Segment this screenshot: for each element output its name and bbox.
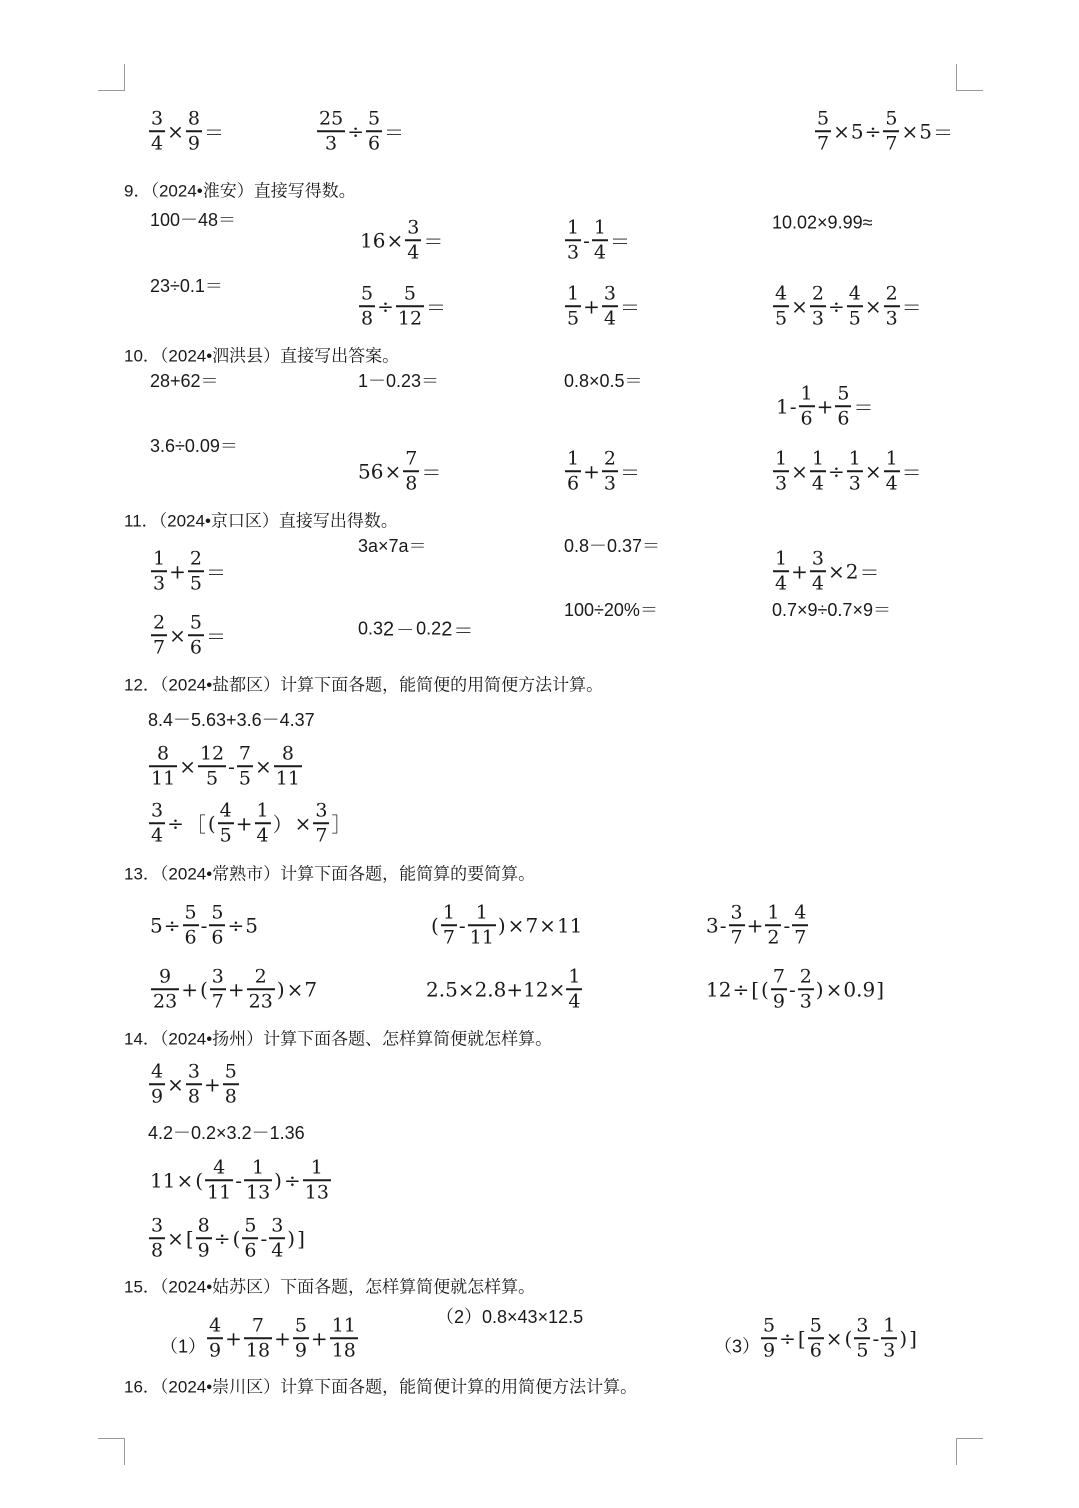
number: 56 [358, 459, 384, 483]
fraction: 12 5 [199, 742, 225, 789]
fraction: 5 9 [294, 1314, 307, 1361]
operator: + [203, 1072, 221, 1096]
operator: - [783, 913, 791, 937]
operator: ( [761, 977, 769, 1001]
operator: ） [272, 812, 293, 837]
operator: × [825, 1326, 843, 1350]
operator: ÷ [377, 294, 394, 318]
fraction: 7 5 [238, 742, 251, 789]
expression [436, 1303, 583, 1329]
operator: ( [232, 1226, 241, 1250]
fraction: 2 3 [603, 447, 616, 494]
fraction: 7 8 [405, 447, 418, 494]
operator: ) [274, 1168, 282, 1192]
expression [148, 706, 315, 732]
expression [772, 284, 923, 328]
operator: × [833, 119, 850, 143]
expression [148, 1119, 305, 1145]
fraction: 5 6 [184, 901, 197, 948]
fraction: 4 9 [151, 1060, 164, 1107]
fraction: 1 4 [775, 547, 788, 594]
operator: ) [899, 1326, 908, 1350]
operator: + [746, 913, 764, 937]
expression [564, 367, 643, 393]
fraction: 1 4 [256, 799, 269, 846]
expression [360, 218, 444, 262]
fraction: 5 6 [809, 1314, 822, 1361]
fraction: 4 11 [207, 1156, 232, 1203]
fraction: 5 7 [885, 107, 898, 154]
fraction: 3 8 [151, 1214, 164, 1261]
operator: - [200, 913, 208, 937]
expression [148, 1062, 240, 1106]
fraction: 1 13 [245, 1156, 271, 1203]
section-title: 10．（2024•泗洪县）直接写出答案。 [124, 346, 400, 366]
operator: + [225, 1326, 242, 1350]
fraction: 1 6 [800, 382, 813, 429]
number: 11 [556, 913, 583, 937]
operator: - [260, 1226, 268, 1250]
expression [564, 596, 658, 622]
operator: ＝ [205, 624, 226, 649]
fraction: 1 2 [767, 901, 780, 948]
number: 5 [150, 913, 163, 937]
fraction: 3 7 [211, 965, 224, 1012]
number: 100－48＝ [150, 210, 237, 231]
expression [148, 109, 225, 153]
fraction: 3 7 [730, 901, 743, 948]
expression [150, 432, 238, 458]
fraction: 4 5 [219, 799, 232, 846]
number: 3.6÷0.09＝ [150, 436, 238, 456]
number: 3a×7a＝ [358, 536, 427, 556]
operator: ) [287, 1226, 296, 1250]
expression [148, 744, 303, 788]
fraction: 1 3 [883, 1314, 896, 1361]
fraction: 1 6 [567, 447, 580, 494]
operator: ］ [331, 812, 352, 837]
operator: + [310, 1326, 328, 1350]
number: 0.8×0.5＝ [564, 371, 643, 391]
fraction: 2 5 [189, 547, 202, 594]
expression [430, 903, 582, 947]
number: 2 [845, 559, 859, 583]
operator: ＝ [609, 229, 630, 254]
operator: - [789, 394, 797, 418]
fraction: 8 9 [187, 107, 200, 154]
operator: + [274, 1326, 291, 1350]
operator: ＝ [853, 395, 874, 420]
number: 1 [776, 394, 789, 418]
fraction: 1 3 [567, 216, 580, 263]
fraction: 3 4 [271, 1214, 284, 1261]
fraction: 5 6 [189, 611, 202, 658]
fraction: 5 6 [244, 1214, 257, 1261]
expression [772, 449, 923, 493]
operator: ( [844, 1326, 853, 1350]
operator: - [583, 228, 590, 252]
operator: [ [185, 1226, 194, 1250]
operator: ÷ [283, 1168, 301, 1192]
section-title: 9．（2024•淮安）直接写得数。 [124, 181, 356, 201]
number: 10.02×9.99≈ [772, 212, 873, 233]
operator: - [719, 913, 727, 937]
operator: ] [909, 1326, 917, 1350]
operator: - [228, 754, 235, 778]
fraction: 7 9 [772, 965, 785, 1012]
operator: ＝ [619, 460, 640, 485]
operator: ÷ [827, 294, 845, 318]
operator: + [583, 459, 600, 483]
operator: ＝ [619, 295, 640, 320]
operator: + [227, 977, 245, 1001]
number: 3 [706, 913, 719, 937]
number: 4.2－0.2×3.2－1.36 [148, 1123, 305, 1143]
number: 5 [245, 913, 258, 937]
fraction: 3 4 [151, 107, 164, 154]
fraction: 3 4 [407, 216, 420, 263]
operator: × [169, 623, 186, 647]
operator: ] [297, 1226, 305, 1250]
operator: ( [207, 811, 216, 835]
fraction: 2 3 [885, 282, 898, 329]
expression [772, 213, 872, 234]
operator: ÷ [779, 1326, 796, 1350]
operator: × [179, 754, 196, 778]
operator: × [294, 811, 312, 835]
expression [150, 1158, 332, 1202]
operator: ＝ [384, 120, 405, 145]
number: 100÷20%＝ [564, 600, 658, 620]
operator: ÷ [347, 119, 364, 143]
fraction: 1 5 [567, 282, 580, 329]
fraction: 4 7 [794, 901, 807, 948]
expression [358, 449, 442, 493]
expression [150, 967, 317, 1011]
operator: - [872, 1326, 880, 1350]
operator: ＝ [901, 460, 922, 485]
expression [150, 272, 223, 298]
number: 0.9 [843, 977, 876, 1001]
operator: ＝ [901, 295, 922, 320]
fraction: 1 3 [848, 447, 861, 494]
operator: × [791, 294, 808, 318]
operator: × [507, 913, 525, 937]
operator: ÷ [864, 119, 882, 143]
section-title: 14．（2024•扬州）计算下面各题、怎样算简便就怎样算。 [124, 1029, 553, 1049]
section-title: 15．（2024•姑苏区）下面各题，怎样算简便就怎样算。 [124, 1277, 536, 1297]
expression [714, 1316, 918, 1360]
operator: ( [431, 913, 439, 937]
fraction: 9 23 [153, 965, 178, 1012]
operator: + [816, 394, 834, 418]
expression [706, 967, 885, 1011]
fraction: 3 7 [315, 799, 328, 846]
operator: ＝ [932, 120, 953, 145]
expression [150, 549, 227, 593]
fraction: 1 4 [885, 447, 898, 494]
section-title: 11．（2024•京口区）直接写出得数。 [124, 511, 398, 531]
page-corner-mark [98, 64, 125, 91]
fraction: 1 11 [469, 901, 494, 948]
number: 5 [919, 119, 932, 143]
fraction: 5 6 [367, 107, 381, 154]
operator: × [827, 559, 845, 583]
fraction: 25 3 [319, 107, 344, 154]
operator: ＝ [859, 560, 880, 585]
fraction: 7 18 [245, 1314, 271, 1361]
fraction: 2 23 [248, 965, 273, 1012]
expression [564, 284, 641, 328]
operator: ＝ [203, 120, 224, 145]
operator: × [901, 119, 919, 143]
operator: + [235, 811, 253, 835]
operator: ÷ [163, 913, 181, 937]
number: 7 [525, 913, 539, 937]
operator: - [458, 913, 466, 937]
operator: × [386, 228, 404, 252]
number: 16 [360, 228, 386, 252]
expression [564, 449, 641, 493]
page-corner-mark [956, 1438, 983, 1465]
page-corner-mark [956, 64, 983, 91]
fraction: 2 7 [153, 611, 166, 658]
page-corner-mark [98, 1438, 125, 1465]
number: 28+62＝ [150, 371, 219, 391]
fraction: 5 6 [837, 382, 850, 429]
section-title: 16．（2024•崇川区）计算下面各题，能简便计算的用简便方法计算。 [124, 1377, 638, 1397]
fraction: 2 3 [811, 282, 824, 329]
operator: × [791, 459, 808, 483]
number: 8.4－5.63+3.6－4.37 [148, 710, 315, 730]
operator: ＝ [205, 560, 226, 585]
number: （1） [160, 1335, 207, 1356]
operator: ) [276, 977, 285, 1001]
expression: 0.3 2 － 0.2 2 ＝ [358, 615, 474, 644]
expression [776, 384, 874, 428]
expression [358, 532, 427, 558]
operator: ÷ [827, 459, 845, 483]
expression [426, 967, 583, 1011]
operator: ) [497, 913, 506, 937]
number: （3） [714, 1335, 761, 1356]
number: 11 [150, 1168, 176, 1192]
expression [706, 903, 809, 947]
operator: ÷ [213, 1226, 231, 1250]
operator: ] [876, 977, 884, 1001]
operator: [ [797, 1326, 806, 1350]
expression [564, 218, 631, 262]
section-title: 13．（2024•常熟市）计算下面各题，能简算的要简算。 [124, 864, 536, 884]
operator: ) [815, 977, 824, 1001]
number: 23÷0.1＝ [150, 276, 223, 297]
operator: ［ [185, 812, 206, 837]
expression [772, 549, 880, 593]
expression [358, 284, 447, 328]
number: 0.2 [416, 618, 442, 639]
fraction: 5 7 [817, 107, 830, 154]
fraction: 8 11 [151, 742, 176, 789]
operator: - [235, 1168, 242, 1192]
expression [316, 109, 405, 153]
operator: + [169, 559, 186, 583]
fraction: 5 9 [763, 1314, 776, 1361]
expression [148, 1216, 306, 1260]
operator: ＝ [421, 460, 442, 485]
expression [150, 903, 258, 947]
fraction: 4 9 [209, 1314, 222, 1361]
operator: ＝ [423, 229, 444, 254]
fraction: 5 12 [397, 282, 423, 329]
expression [150, 613, 227, 657]
number: 0.7×9÷0.7×9＝ [772, 600, 891, 620]
expression [772, 596, 891, 622]
fraction: 5 6 [211, 901, 224, 948]
operator: × [167, 1072, 184, 1096]
fraction: 2 3 [799, 965, 812, 1012]
number: 1－0.23＝ [358, 371, 440, 391]
section-title: 12．（2024•盐都区）计算下面各题，能简便的用简便方法计算。 [124, 675, 604, 695]
operator: [ [751, 977, 760, 1001]
expression [150, 367, 219, 393]
operator: × [167, 1226, 184, 1250]
expression [148, 801, 352, 845]
expression [814, 109, 954, 153]
operator: × [825, 977, 843, 1001]
operator: × [864, 459, 882, 483]
operator: × [286, 977, 304, 1001]
operator: × [384, 459, 402, 483]
operator: - [788, 977, 796, 1001]
expression [150, 206, 236, 232]
fraction: 1 13 [304, 1156, 329, 1203]
fraction: 11 18 [331, 1314, 356, 1361]
number: 2.5×2.8+12× [426, 977, 566, 1001]
number: （2）0.8×43×12.5 [436, 1306, 584, 1327]
expression [160, 1316, 359, 1360]
operator: + [791, 559, 808, 583]
number: 0.3 [358, 618, 384, 639]
fraction: 1 3 [775, 447, 788, 494]
operator: × [539, 913, 556, 937]
fraction: 1 4 [593, 216, 606, 263]
number: － [396, 620, 415, 641]
fraction: 1 4 [568, 965, 581, 1012]
fraction: 3 4 [811, 547, 824, 594]
operator: ÷ [167, 811, 184, 835]
fraction: 1 3 [153, 547, 166, 594]
fraction: 8 9 [197, 1214, 210, 1261]
fraction: 3 5 [856, 1314, 869, 1361]
operator: × [167, 119, 184, 143]
fraction: 3 4 [603, 282, 616, 329]
number: 0.8－0.37＝ [564, 536, 661, 556]
operator: ÷ [227, 913, 245, 937]
operator: ＝ [453, 618, 474, 643]
number: 12 [706, 977, 732, 1001]
fraction: 3 4 [151, 799, 164, 846]
operator: × [255, 754, 272, 778]
fraction: 4 5 [775, 282, 788, 329]
operator: + [181, 977, 198, 1001]
fraction: 3 8 [187, 1060, 200, 1107]
operator: × [864, 294, 882, 318]
fraction: 5 8 [224, 1060, 237, 1107]
operator: ＝ [426, 295, 447, 320]
operator: ÷ [732, 977, 750, 1001]
operator: ( [199, 977, 208, 1001]
fraction: 4 5 [848, 282, 861, 329]
operator: × [176, 1168, 194, 1192]
number: 5 [850, 119, 864, 143]
expression [358, 367, 439, 393]
fraction: 5 8 [361, 282, 374, 329]
operator: ( [195, 1168, 204, 1192]
fraction: 1 4 [811, 447, 824, 494]
number: 7 [304, 977, 318, 1001]
expression [564, 532, 660, 558]
fraction: 1 7 [442, 901, 455, 948]
operator: + [583, 294, 600, 318]
fraction: 8 11 [275, 742, 300, 789]
